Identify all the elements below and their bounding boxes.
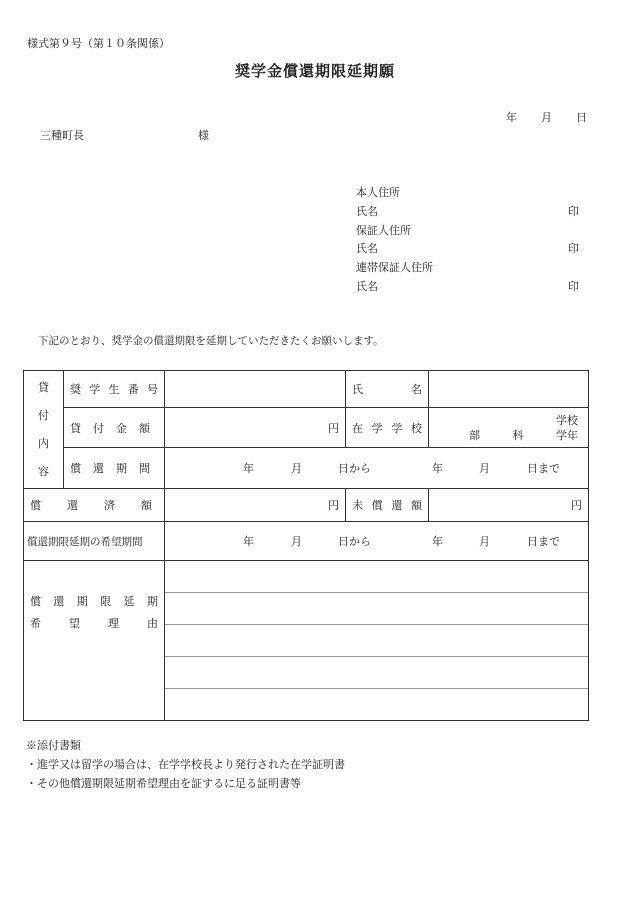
- scholar-number-field[interactable]: [165, 371, 346, 408]
- guarantor-name-label: 氏名: [356, 242, 378, 255]
- name-field[interactable]: [429, 371, 589, 408]
- school-field[interactable]: [429, 408, 589, 448]
- repayment-period-field[interactable]: 年 月 日から 年 月 日まで: [165, 448, 589, 489]
- yen-unit: 円: [571, 499, 582, 512]
- department-suffix: 科: [512, 429, 524, 442]
- unpaid-amount-label: 未 償 還 額: [346, 489, 429, 522]
- honorific: 様: [198, 129, 209, 142]
- applicant-name-label: 氏名: [356, 205, 378, 218]
- applicant-seal: 印: [568, 205, 579, 218]
- joint-guarantor-seal: 印: [568, 280, 579, 293]
- reason-line[interactable]: [165, 625, 588, 657]
- loan-amount-label: 貸 付 金 額: [64, 408, 165, 448]
- joint-guarantor-name-label: 氏名: [356, 280, 378, 293]
- joint-guarantor-address-label: 連帯保証人住所: [356, 261, 433, 274]
- application-table: [23, 370, 589, 721]
- repaid-amount-label: 償 還 済 額: [24, 489, 165, 522]
- reason-line[interactable]: [165, 689, 588, 720]
- grade-suffix: 学年: [556, 429, 578, 442]
- guarantor-address-label: 保証人住所: [356, 224, 411, 237]
- reason-label: 償 還 期 限 延 期 希 望 理 由: [24, 561, 165, 721]
- addressee: 三種町長: [40, 129, 84, 142]
- desired-period-label: 償還期限延期の希望期間: [24, 522, 165, 561]
- form-number: 様式第９号（第１０条関係）: [27, 37, 170, 50]
- desired-period-field[interactable]: 年 月 日から 年 月 日まで: [165, 522, 589, 561]
- repaid-amount-field[interactable]: [165, 489, 346, 522]
- unpaid-amount-field[interactable]: [429, 489, 589, 522]
- school-label: 在 学 学 校: [346, 408, 429, 448]
- reason-field[interactable]: [165, 561, 589, 721]
- scholar-number-label: 奨 学 生 番 号: [64, 371, 165, 408]
- school-suffix: 学校: [556, 414, 578, 427]
- faculty-suffix: 部: [469, 429, 480, 442]
- yen-unit: 円: [328, 499, 339, 512]
- reason-line[interactable]: [165, 593, 588, 625]
- attachment-item: ・その他償還期限延期希望理由を証するに足る証明書等: [26, 777, 301, 790]
- yen-unit: 円: [328, 421, 339, 435]
- date-year: 年: [506, 111, 517, 124]
- date-month: 月: [541, 111, 552, 124]
- attachments-title: ※添付書類: [26, 739, 81, 752]
- loan-amount-field[interactable]: [165, 408, 346, 448]
- applicant-address-label: 本人住所: [356, 186, 400, 199]
- reason-line[interactable]: [165, 657, 588, 689]
- loan-details-label: 貸 付 内 容: [24, 371, 64, 489]
- guarantor-seal: 印: [568, 242, 579, 255]
- repayment-period-label: 償 還 期 間: [64, 448, 165, 489]
- attachment-item: ・進学又は留学の場合は、在学学校長より発行された在学証明書: [26, 758, 345, 771]
- intro-text: 下記のとおり、奨学金の償還期限を延期していただきたくお願いします。: [38, 335, 384, 347]
- date-day: 日: [576, 111, 587, 124]
- reason-line[interactable]: [165, 561, 588, 593]
- page-title: 奨学金償還期限延期願: [234, 62, 395, 80]
- name-label: 氏 名: [346, 371, 429, 408]
